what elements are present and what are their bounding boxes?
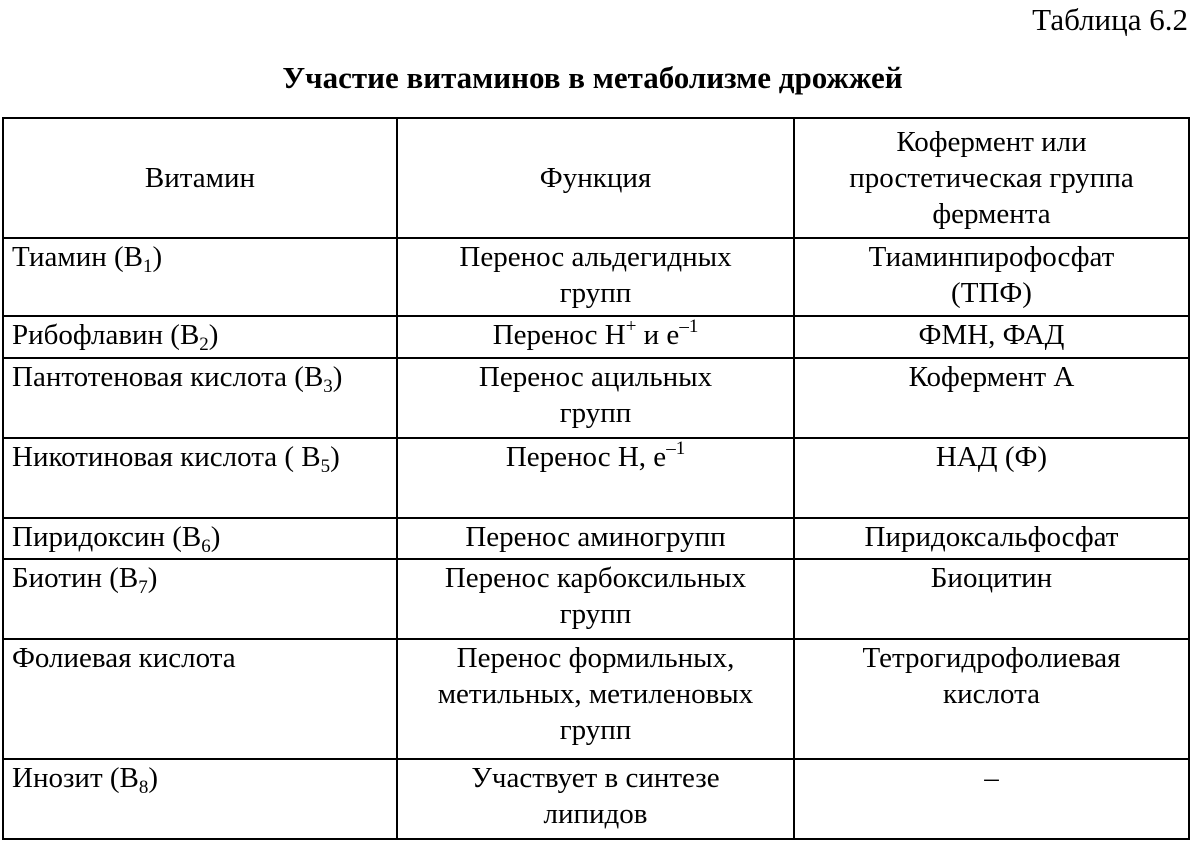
coenzyme-cell <box>794 639 1189 759</box>
coenzyme-text: Пиридоксальфосфат <box>864 521 1119 553</box>
table-row <box>3 358 1189 438</box>
function-cell <box>397 358 794 438</box>
function-cell <box>397 559 794 639</box>
vitamin-close: ) <box>148 762 159 794</box>
vitamins-table <box>2 117 1190 840</box>
vitamin-cell <box>3 639 397 759</box>
vitamin-subscript: 2 <box>199 334 209 355</box>
function-cell <box>397 639 794 759</box>
coenzyme-cell <box>794 316 1189 358</box>
table-row <box>3 316 1189 358</box>
coenzyme-cell <box>794 238 1189 316</box>
vitamin-cell <box>3 238 397 316</box>
function-text-mid: и e <box>636 319 680 351</box>
vitamin-subscript: 7 <box>138 577 148 598</box>
vitamin-name: Пантотеновая кислота (B <box>12 361 324 393</box>
vitamin-subscript: 8 <box>138 777 149 798</box>
vitamin-name: Инозит (B <box>12 762 139 794</box>
function-text-pre: Перенос H, e <box>505 441 667 473</box>
table-title: Участие витаминов в метаболизме дрожжей <box>282 60 903 95</box>
header-function: Функция <box>397 118 794 238</box>
table-row <box>3 559 1189 639</box>
vitamin-cell <box>3 518 397 559</box>
vitamin-subscript: 5 <box>320 456 331 477</box>
coenzyme-text: – <box>984 762 999 794</box>
coenzyme-text: Тиаминпирофосфат (ТПФ) <box>868 241 1115 309</box>
coenzyme-cell <box>794 518 1189 559</box>
coenzyme-text: Биоцитин <box>930 562 1053 594</box>
function-text: Перенос альдегидных групп <box>459 241 732 309</box>
table-row <box>3 438 1189 518</box>
function-cell <box>397 518 794 559</box>
table-number-label: Таблица 6.2 <box>1032 2 1188 37</box>
vitamin-close: ) <box>208 319 219 351</box>
function-text: Перенос формильных, метильных, метиленовых групп <box>437 642 754 746</box>
table-row <box>3 518 1189 559</box>
vitamin-close: ) <box>210 521 221 553</box>
coenzyme-cell <box>794 559 1189 639</box>
vitamin-name: Пиридоксин (B <box>12 521 202 553</box>
table-row <box>3 639 1189 759</box>
function-superscript: + <box>625 316 637 337</box>
vitamin-name: Тиамин (B <box>12 241 144 273</box>
vitamin-name: Никотиновая кислота ( B <box>12 441 321 473</box>
function-cell <box>397 316 794 358</box>
vitamin-name: Биотин (B <box>12 562 139 594</box>
coenzyme-cell <box>794 358 1189 438</box>
function-cell <box>397 438 794 518</box>
vitamin-cell <box>3 759 397 839</box>
vitamin-close: ) <box>332 361 343 393</box>
vitamin-subscript: 6 <box>201 536 211 557</box>
coenzyme-text: ФМН, ФАД <box>918 319 1065 351</box>
vitamin-close: ) <box>147 562 158 594</box>
vitamin-subscript: 1 <box>143 256 153 277</box>
coenzyme-cell <box>794 438 1189 518</box>
vitamin-name: Фолиевая кислота <box>12 642 236 674</box>
function-text: Перенос ацильных групп <box>478 361 713 429</box>
vitamin-cell <box>3 358 397 438</box>
function-text-pre: Перенос H <box>492 319 626 351</box>
function-text: Участвует в синтезе липидов <box>471 762 720 830</box>
vitamin-cell <box>3 316 397 358</box>
vitamin-cell <box>3 438 397 518</box>
vitamin-close: ) <box>152 241 163 273</box>
function-cell <box>397 759 794 839</box>
function-superscript: –1 <box>679 316 699 337</box>
function-cell <box>397 238 794 316</box>
function-text: Перенос аминогрупп <box>465 521 726 553</box>
function-text: Перенос карбоксильных групп <box>444 562 747 630</box>
table-row <box>3 238 1189 316</box>
header-vitamin: Витамин <box>3 118 397 238</box>
vitamin-subscript: 3 <box>323 376 333 397</box>
table-row <box>3 759 1189 839</box>
coenzyme-text: НАД (Ф) <box>935 441 1048 473</box>
coenzyme-text: Кофермент А <box>908 361 1075 393</box>
function-superscript: –1 <box>666 438 686 459</box>
vitamin-close: ) <box>330 441 340 473</box>
header-coenzyme: Кофермент или простетическая группа фермента <box>794 118 1189 238</box>
coenzyme-cell <box>794 759 1189 839</box>
coenzyme-text: Тетрогидрофолиевая кислота <box>862 642 1121 710</box>
vitamin-cell <box>3 559 397 639</box>
table-header-row <box>3 118 1189 238</box>
vitamin-name: Рибофлавин (B <box>12 319 200 351</box>
